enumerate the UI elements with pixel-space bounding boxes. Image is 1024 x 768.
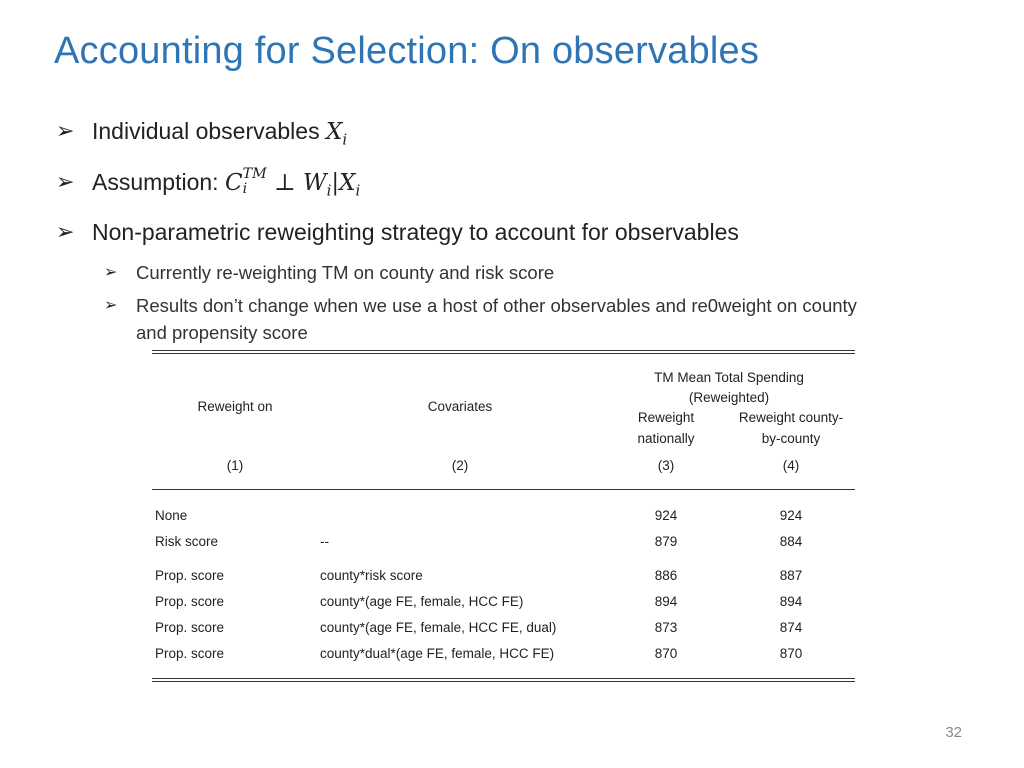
slide-title: Accounting for Selection: On observables [54, 30, 760, 72]
header-col3-line2: nationally [637, 431, 695, 446]
header-col3-line1: Reweight [637, 410, 695, 425]
cell-covariates: -- [320, 534, 329, 549]
table-row [152, 530, 855, 556]
cell-national: 924 [654, 508, 678, 523]
bullet-text: Non-parametric reweighting strategy to account for observables [92, 219, 739, 246]
sub-bullet-text: Currently re-weighting TM on county and risk score [136, 262, 555, 284]
results-table [152, 350, 855, 682]
page-number: 32 [945, 724, 962, 741]
cell-county: 874 [779, 620, 803, 635]
arrow-bullet-icon: ➢ [56, 219, 75, 245]
header-reweight-on: Reweight on [197, 399, 273, 414]
col-number-2: (2) [451, 458, 469, 473]
bullet-text: Individual observables [92, 118, 326, 144]
sub-bullet-text-continued: and propensity score [136, 322, 308, 344]
arrow-bullet-icon: ➢ [56, 168, 75, 194]
header-group-line2: (Reweighted) [688, 390, 770, 405]
cell-covariates: county*(age FE, female, HCC FE) [320, 594, 524, 609]
sub-bullet-item [56, 292, 986, 346]
table-row [152, 642, 855, 668]
cell-reweight: Prop. score [155, 646, 225, 661]
arrow-bullet-icon: ➢ [104, 297, 118, 315]
col-number-4: (4) [782, 458, 800, 473]
cell-county: 887 [779, 568, 803, 583]
cell-reweight: Prop. score [155, 568, 225, 583]
bullet-list [56, 116, 986, 352]
arrow-bullet-icon: ➢ [104, 264, 118, 282]
header-group-line1: TM Mean Total Spending [654, 370, 804, 385]
col-number-3: (3) [657, 458, 675, 473]
cell-reweight: None [155, 508, 188, 523]
bullet-item [56, 167, 986, 206]
cell-covariates: county*dual*(age FE, female, HCC FE) [320, 646, 555, 661]
header-col4-line1: Reweight county- [738, 410, 844, 425]
sub-bullet-item [56, 259, 986, 286]
cell-county: 894 [779, 594, 803, 609]
table-row [152, 564, 855, 590]
cell-reweight: Prop. score [155, 620, 225, 635]
cell-national: 886 [654, 568, 678, 583]
bullet-text: Assumption: [92, 168, 225, 195]
table-bottom-rule [152, 678, 855, 682]
cell-reweight: Risk score [155, 534, 219, 549]
bullet-item [56, 116, 986, 155]
cell-county: 924 [779, 508, 803, 523]
header-col4-line2: by-county [761, 431, 821, 446]
cell-covariates: county*(age FE, female, HCC FE, dual) [320, 620, 557, 635]
header-covariates: Covariates [427, 399, 493, 414]
table-header [152, 354, 855, 489]
arrow-bullet-icon: ➢ [56, 118, 75, 143]
col-number-1: (1) [226, 458, 244, 473]
table-row [152, 616, 855, 642]
table-row [152, 590, 855, 616]
cell-reweight: Prop. score [155, 594, 225, 609]
table-row [152, 504, 855, 530]
sub-bullet-text: Results don’t change when we use a host of other observables and re0weight on county [136, 295, 857, 317]
cell-county: 884 [779, 534, 803, 549]
cell-county: 870 [779, 646, 803, 661]
cell-national: 873 [654, 620, 678, 635]
math-assumption: C TM i ⊥ $W_i|X_i$ [224, 166, 361, 200]
bullet-item [56, 217, 986, 247]
math-x-i: $X_i$ [325, 119, 348, 149]
cell-national: 870 [654, 646, 678, 661]
cell-national: 894 [654, 594, 678, 609]
cell-national: 879 [654, 534, 678, 549]
cell-covariates: county*risk score [320, 568, 423, 583]
